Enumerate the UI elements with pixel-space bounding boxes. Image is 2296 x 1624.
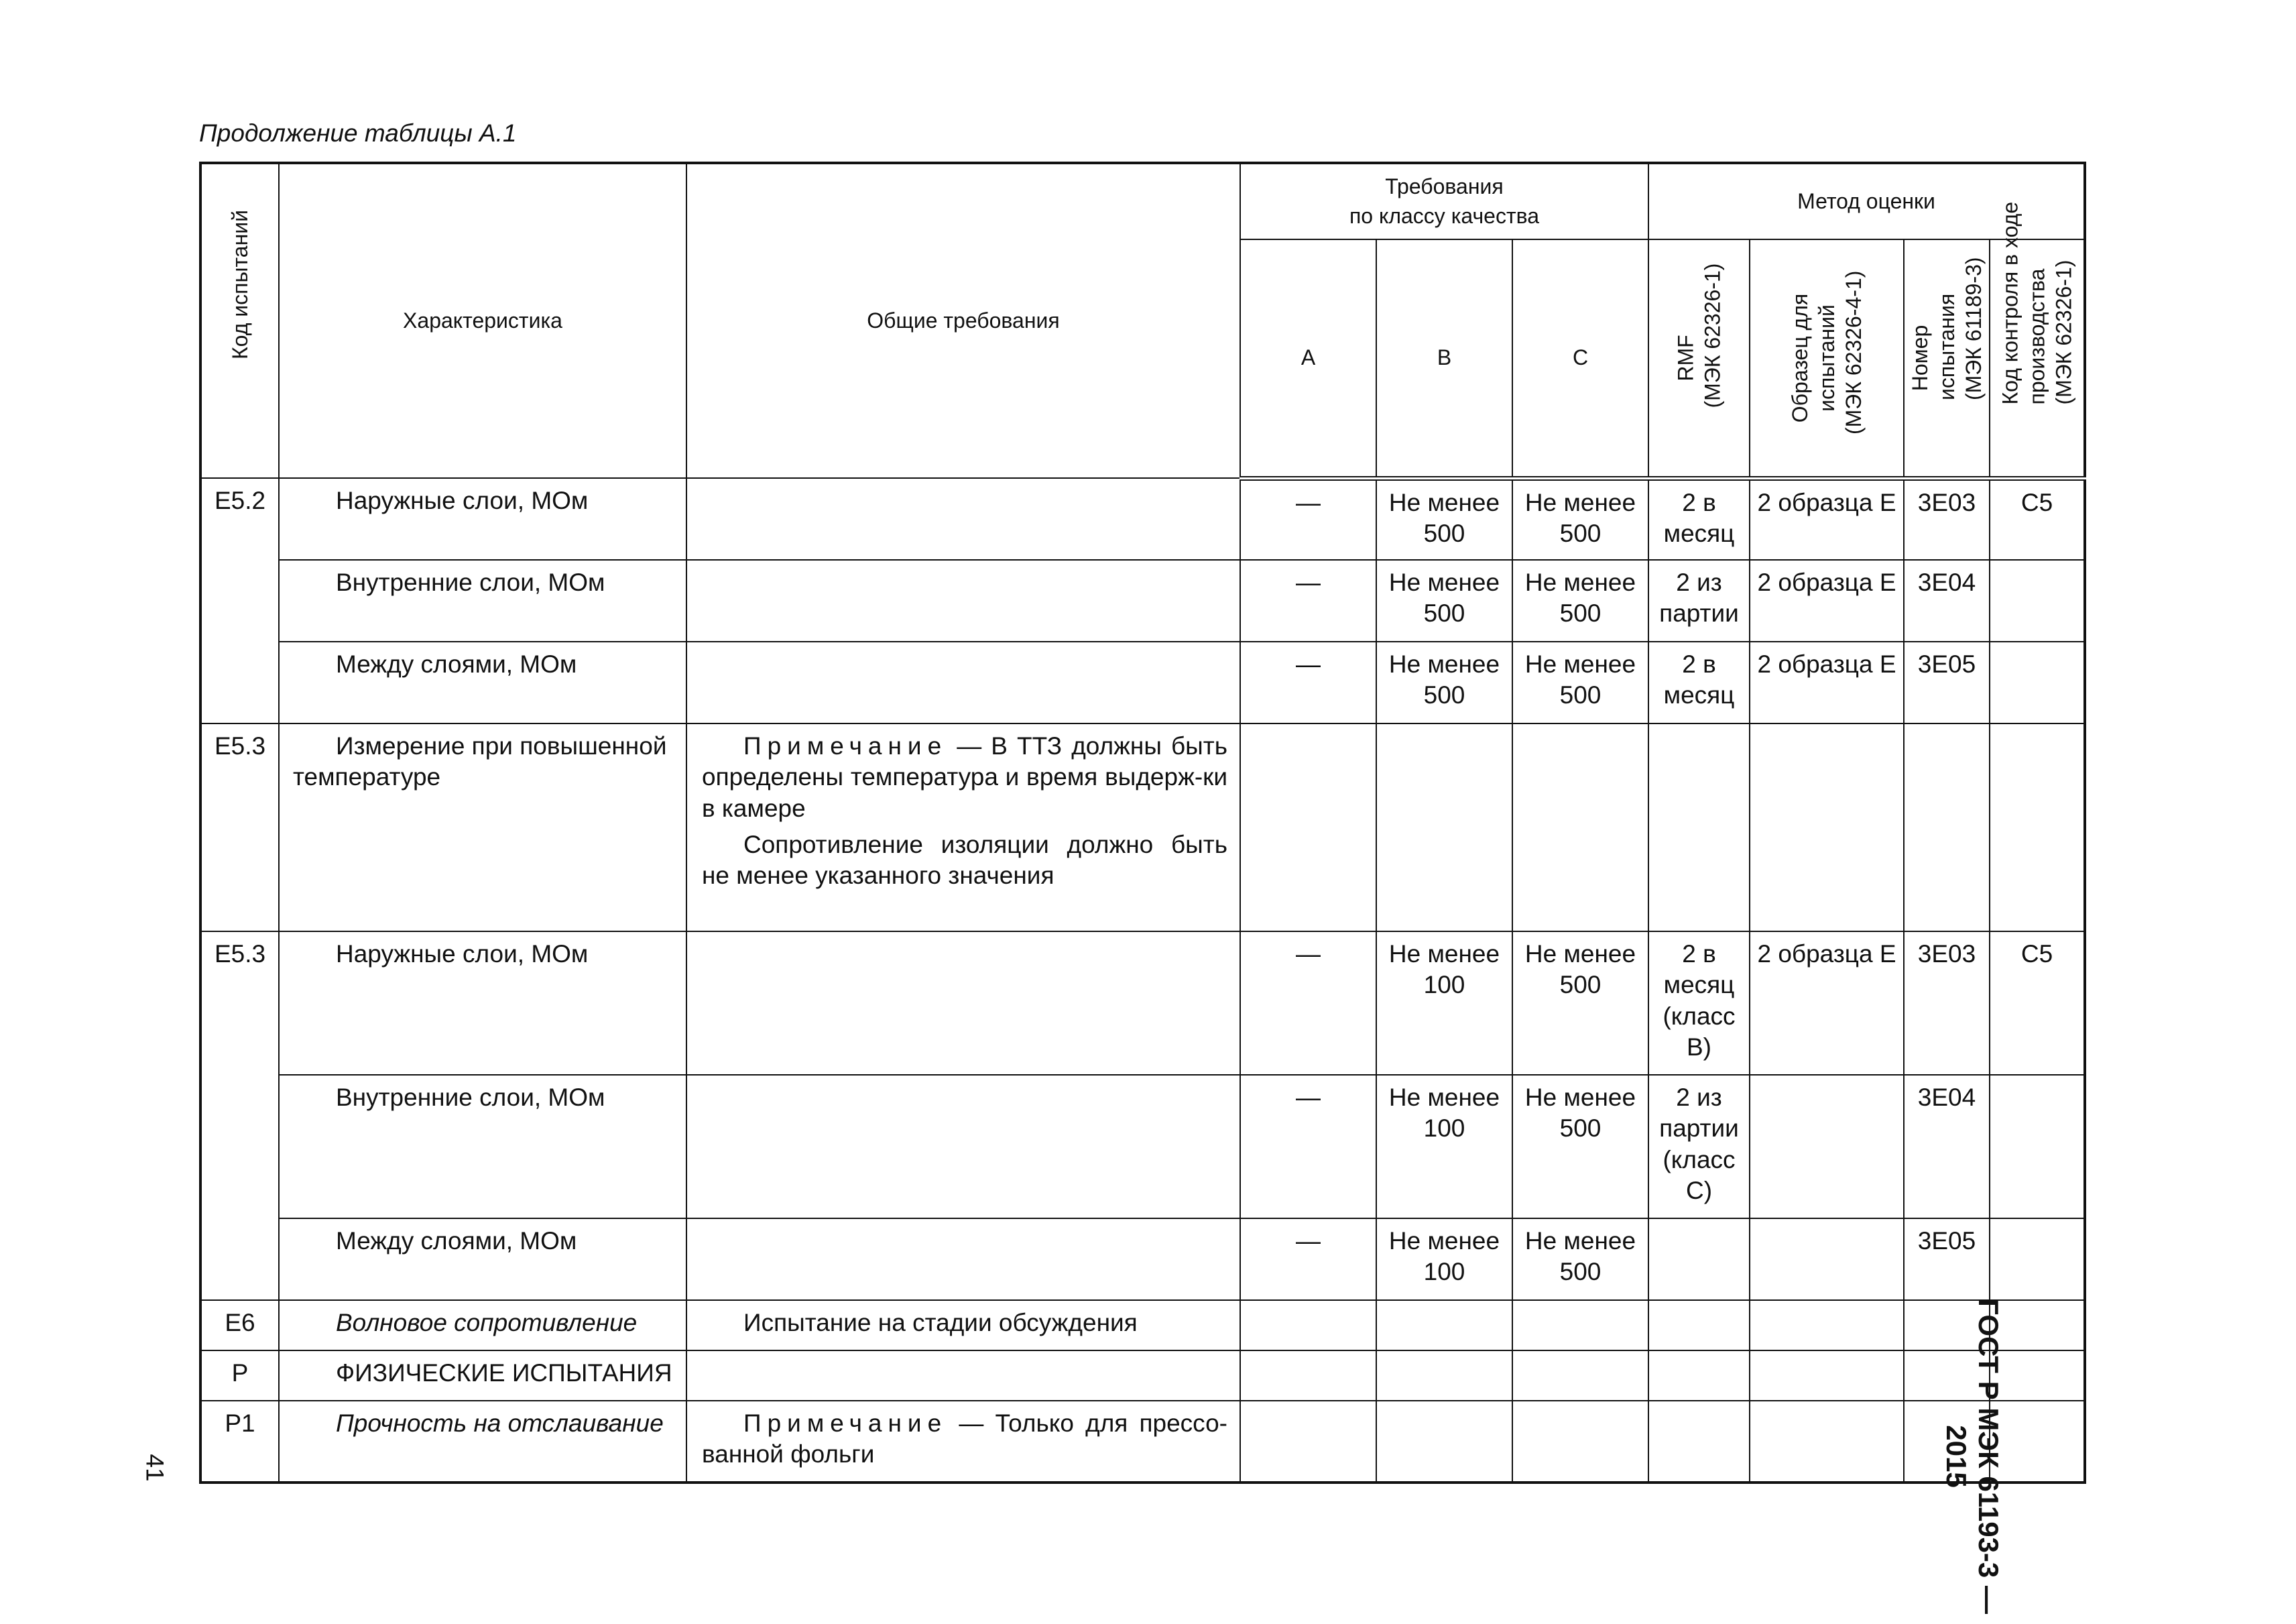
general-paragraph: Сопротивление изоляции должно быть не менее указанного значения (702, 830, 1227, 889)
cell-sample: 2 образца E (1750, 931, 1904, 1075)
note-text: — Только для прессо-ванной фольги (702, 1409, 1227, 1468)
cell-production-code (1990, 642, 2085, 723)
cell-class-a: — (1240, 1075, 1376, 1218)
cell-class-b: Не менее 500 (1376, 642, 1512, 723)
table-row (200, 642, 2085, 723)
table-row (200, 560, 2085, 642)
cell-sample: 2 образца E (1750, 478, 1904, 560)
header-class-b: B (1376, 239, 1512, 478)
cell-characteristic: ФИЗИЧЕСКИЕ ИСПЫТАНИЯ (279, 1350, 686, 1401)
cell-production-code: C5 (1990, 478, 2085, 560)
cell-characteristic: Между слоями, МОм (279, 642, 686, 723)
page-number: 41 (141, 1454, 169, 1482)
header-method-group: Метод оценки (1648, 163, 2085, 239)
cell-class-b: Не менее 500 (1376, 560, 1512, 642)
cell-test-number: 3E04 (1904, 1075, 1990, 1218)
cell-code: E5.2 (200, 478, 279, 723)
header-class-a: A (1240, 239, 1376, 478)
note-text: — В ТТЗ должны быть определены температура и время выдерж-ки в камере (702, 732, 1227, 822)
cell-production-code (1990, 560, 2085, 642)
cell-class-a: — (1240, 642, 1376, 723)
table-row (200, 1075, 2085, 1218)
cell-sample (1750, 1218, 1904, 1300)
header-quality-group: Требования по классу качества (1240, 163, 1648, 239)
cell-general (686, 1401, 1240, 1483)
cell-class-c: Не менее 500 (1512, 1218, 1648, 1300)
cell-class-b: Не менее 100 (1376, 1218, 1512, 1300)
cell-code: P (200, 1350, 279, 1401)
cell-test-number: 3E03 (1904, 931, 1990, 1075)
cell-general (686, 478, 1240, 560)
cell-class-a: — (1240, 1218, 1376, 1300)
cell-characteristic: Наружные слои, МОм (279, 931, 686, 1075)
cell-test-number: 3E04 (1904, 560, 1990, 642)
note-label: Примечание (743, 1409, 948, 1437)
test-requirements-table (199, 162, 2086, 1484)
cell-rmf: 2 в месяц (1648, 478, 1750, 560)
note-paragraph (702, 731, 1227, 824)
note-paragraph (702, 1408, 1227, 1470)
cell-rmf: 2 из партии (класс C) (1648, 1075, 1750, 1218)
cell-rmf: 2 в месяц (1648, 642, 1750, 723)
cell-rmf (1648, 1218, 1750, 1300)
table-row (200, 931, 2085, 1075)
cell-characteristic: Прочность на отслаивание (279, 1401, 686, 1483)
cell-general (686, 931, 1240, 1075)
table-caption: Продолжение таблицы А.1 (199, 119, 517, 147)
table-row (200, 478, 2085, 560)
cell-class-c: Не менее 500 (1512, 642, 1648, 723)
table-row (200, 1401, 2085, 1483)
cell-production-code: C5 (1990, 931, 2085, 1075)
cell-class-c: Не менее 500 (1512, 1075, 1648, 1218)
table-row (200, 723, 2085, 931)
cell-production-code (1990, 1075, 2085, 1218)
cell-class-c: Не менее 500 (1512, 931, 1648, 1075)
header-sample: Образец для испытаний (МЭК 62326-4-1) (1750, 239, 1904, 478)
header-test-number: Номер испытания (МЭК 61189-3) (1904, 239, 1990, 478)
cell-characteristic: Внутренние слои, МОм (279, 1075, 686, 1218)
cell-code: E6 (200, 1300, 279, 1350)
cell-code: E5.3 (200, 931, 279, 1300)
cell-class-a: — (1240, 478, 1376, 560)
cell-rmf: 2 в месяц (класс B) (1648, 931, 1750, 1075)
header-general: Общие требования (686, 163, 1240, 478)
cell-class-b: Не менее 100 (1376, 1075, 1512, 1218)
table-row (200, 1350, 2085, 1401)
cell-class-a: — (1240, 931, 1376, 1075)
cell-class-c: Не менее 500 (1512, 560, 1648, 642)
cell-characteristic: Волновое сопротивление (279, 1300, 686, 1350)
cell-test-number: 3E05 (1904, 642, 1990, 723)
header-production-code: Код контроля в ходе производства (МЭК 62326-1) (1990, 239, 2085, 478)
cell-characteristic: Измерение при повышенной температуре (279, 723, 686, 931)
cell-sample: 2 образца E (1750, 642, 1904, 723)
cell-test-number: 3E03 (1904, 478, 1990, 560)
cell-code: P1 (200, 1401, 279, 1483)
cell-code: E5.3 (200, 723, 279, 931)
cell-class-a: — (1240, 560, 1376, 642)
table-row (200, 1300, 2085, 1350)
header-code: Код испытаний (200, 163, 279, 478)
cell-rmf: 2 из партии (1648, 560, 1750, 642)
cell-general: Испытание на стадии обсуждения (686, 1300, 1240, 1350)
cell-general (686, 560, 1240, 642)
cell-sample (1750, 1075, 1904, 1218)
cell-characteristic: Между слоями, МОм (279, 1218, 686, 1300)
cell-general (686, 723, 1240, 931)
table-row (200, 1218, 2085, 1300)
header-rmf: RMF (МЭК 62326-1) (1648, 239, 1750, 478)
note-label: Примечание (743, 732, 948, 760)
cell-production-code (1990, 1218, 2085, 1300)
cell-class-b: Не менее 500 (1376, 478, 1512, 560)
standard-title: ГОСТ Р МЭК 61193-3 — 2015 (1941, 1299, 2004, 1614)
cell-class-c: Не менее 500 (1512, 478, 1648, 560)
cell-characteristic: Внутренние слои, МОм (279, 560, 686, 642)
header-class-c: C (1512, 239, 1648, 478)
cell-characteristic: Наружные слои, МОм (279, 478, 686, 560)
header-characteristic: Характеристика (279, 163, 686, 478)
cell-general (686, 1075, 1240, 1218)
cell-sample: 2 образца E (1750, 560, 1904, 642)
cell-general (686, 1218, 1240, 1300)
cell-general (686, 642, 1240, 723)
cell-test-number: 3E05 (1904, 1218, 1990, 1300)
cell-class-b: Не менее 100 (1376, 931, 1512, 1075)
